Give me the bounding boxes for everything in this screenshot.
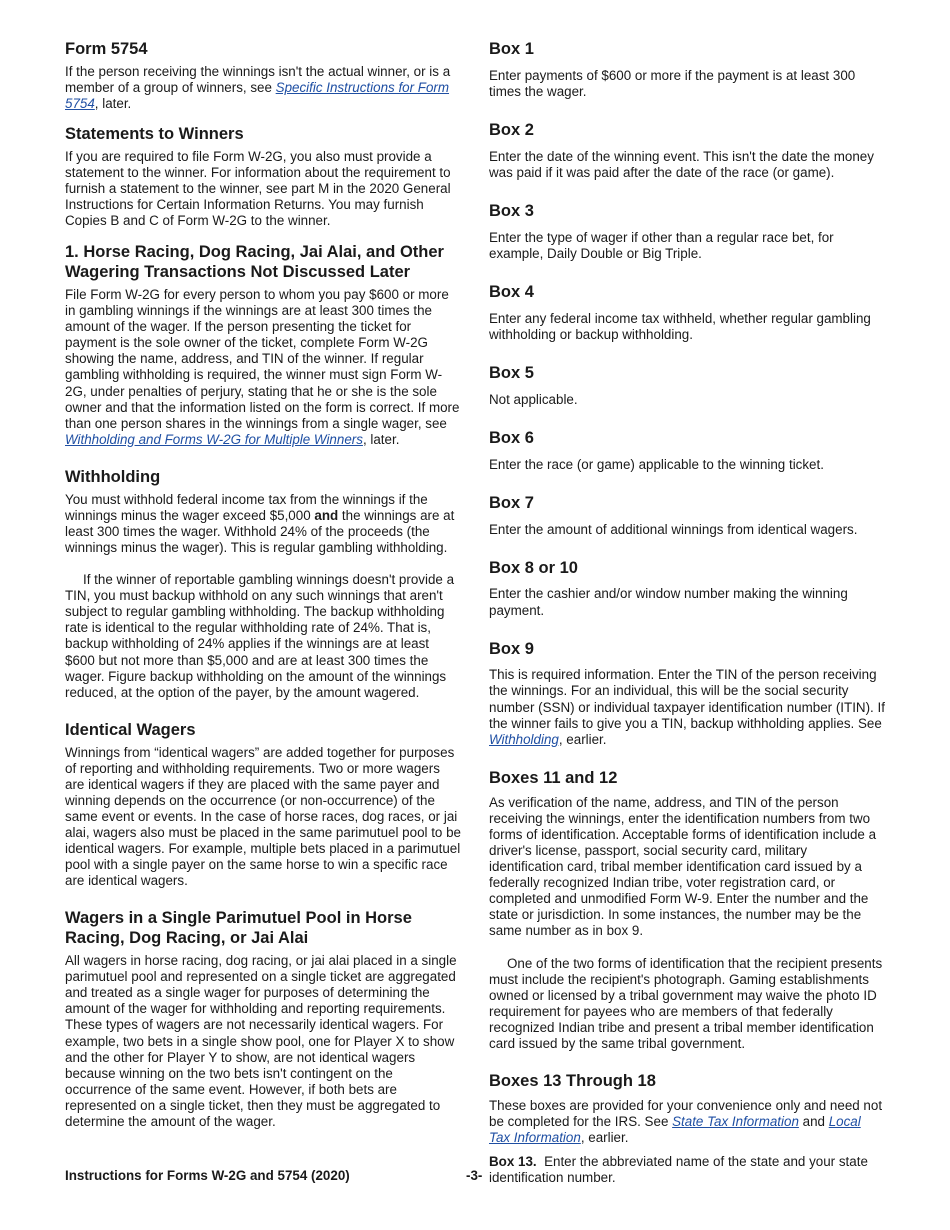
- section-horse-racing: [65, 243, 462, 448]
- left-column: [65, 40, 462, 1130]
- box-4-text: Enter any federal income tax withheld, whether regular gambling withholding or backup withholding.: [489, 310, 871, 342]
- section-parimutuel: [65, 909, 462, 1130]
- local-tax-information-link[interactable]: Local Tax Information: [489, 1113, 861, 1146]
- boxes-11-12-heading: Boxes 11 and 12: [489, 768, 618, 787]
- box-13-text: [489, 1154, 885, 1186]
- box-1-text: Enter payments of $600 or more if the payment is at least 300 times the wager.: [489, 67, 856, 99]
- box-6-text: Enter the race (or game) applicable to the winning ticket.: [489, 456, 824, 472]
- identical-wagers-heading: Identical Wagers: [65, 720, 196, 739]
- section-box-3: [489, 202, 885, 262]
- box-2-text: Enter the date of the winning event. This isn't the date the money was paid if it was paid after the date of the race (or game).: [489, 148, 874, 180]
- horse-racing-text-part2: , later.: [362, 431, 400, 447]
- identical-wagers-text: Winnings from “identical wagers” are added together for purposes of reporting and withholding requirements. Two or more wagers are identical wagers if they are placed with the same payer and winning depends on the occurrence (or non-occurrence) of the same event or events. In the case of horse races, dog races, or jai alai, wagers also must be placed in the same parimutuel pool to be identical wagers. For example, multiple bets placed in a parimutuel pool with a single payer on the same horse to win a specific race are identical wagers.: [65, 744, 461, 889]
- box-5-text: Not applicable.: [489, 391, 578, 407]
- box-3-heading: Box 3: [489, 201, 534, 220]
- parimutuel-text: All wagers in horse racing, dog racing, or jai alai placed in a single parimutuel pool and represented on a single ticket are aggregated and treated as a single wager for purposes of determining the amount of the wager for withholding and reporting requirements. These types of wagers are not necessarily identical wagers. For example, two bets in a single show pool, one for Player X to show and the other for Player Y to show, are not identical wagers because winning on the two bets isn't contingent on the occurrence of the same event. However, if both bets are represented on a single ticket, then they must be aggregated to determine the amount of the wager.: [65, 953, 457, 1129]
- section-identical-wagers: [65, 721, 462, 890]
- horse-racing-text-part1: File Form W-2G for every person to whom you pay $600 or more in gambling winnings if the winnings are at least 300 times the amount of the wager. If the person presenting the ticket for payment is the sole owner of the ticket, complete Form W-2G showing the name, address, and TIN of the winner. If regular gambling withholding is required, the winner must sign Form W-2G, under penalties of perjury, stating that he or she is the sole owner and that the information listed on the form is correct. If more than one person shares in the winnings from a single wager, see: [65, 286, 460, 431]
- horse-racing-text: [65, 287, 462, 448]
- horse-racing-heading: 1. Horse Racing, Dog Racing, Jai Alai, and Other Wagering Transactions Not Discussed Later: [65, 243, 444, 282]
- state-tax-information-link[interactable]: State Tax Information: [672, 1113, 799, 1129]
- box-6-heading: Box 6: [489, 428, 534, 447]
- section-box-6: [489, 429, 885, 473]
- withholding-text-2: If the winner of reportable gambling winnings doesn't provide a TIN, you must backup withhold on any such winnings that aren't subject to regular gambling withholding. The backup withholding rate is identical to the regular withholding rate of 24%. That is, backup withholding of 24% applies if the winnings are at least $600 but not more than $5,000 and are at least 300 times the wager. Figure backup withholding on the amount of the winnings reduced, at the option of the payer, by the amount wagered.: [65, 572, 455, 700]
- box-7-text: Enter the amount of additional winnings from identical wagers.: [489, 521, 858, 537]
- box-4-heading: Box 4: [489, 282, 534, 301]
- section-boxes-11-12: [489, 769, 885, 1052]
- footer-title: Instructions for Forms W-2G and 5754 (2020): [65, 1168, 350, 1183]
- multiple-winners-link[interactable]: Withholding and Forms W-2G for Multiple Winners: [65, 431, 363, 447]
- box-5-heading: Box 5: [489, 363, 534, 382]
- box-9-heading: Box 9: [489, 639, 534, 658]
- withholding-text-1a: You must withhold federal income tax from the winnings if the winnings minus the wager exceed $5,000: [65, 491, 428, 523]
- box-3-text: Enter the type of wager if other than a regular race bet, for example, Daily Double or Big Triple.: [489, 229, 834, 261]
- section-form-5754: [65, 40, 462, 112]
- section-box-4: [489, 283, 885, 343]
- box-9-text: [489, 667, 885, 747]
- box-9-text-part2: , earlier.: [558, 731, 607, 747]
- specific-instructions-link[interactable]: Specific Instructions for Form 5754: [65, 79, 450, 111]
- form-5754-text-part2: , later.: [94, 95, 132, 111]
- box-13-label: Box 13.: [489, 1154, 537, 1170]
- section-box-8: [489, 559, 885, 619]
- parimutuel-heading: Wagers in a Single Parimutuel Pool in Horse Racing, Dog Racing, or Jai Alai: [65, 909, 412, 948]
- boxes-13-18-text-and: and: [798, 1113, 829, 1129]
- section-statements: [65, 125, 462, 229]
- boxes-11-12-text-1: As verification of the name, address, and TIN of the person receiving the winnings, enter the identification numbers from two forms of identification. Acceptable forms of identification include a driver's license, passport, social security card, military identification card, tribal member identification card issued by a federally recognized Indian tribe, voter registration card, or completed and unmodified Form W-9. Enter the number and the state or jurisdiction. In some instances, the number may be the same number as in box 9.: [489, 794, 877, 939]
- box-9-text-part1: This is required information. Enter the TIN of the person receiving the winnings. For an individual, this will be the social security number (SSN) or individual taxpayer identification number (ITIN). If the winner fails to give you a TIN, backup withholding applies. See: [489, 667, 885, 731]
- section-box-1: [489, 40, 885, 100]
- boxes-13-18-text-part1: These boxes are provided for your convenience only and need not be completed for the IRS. See: [489, 1097, 883, 1129]
- box-2-heading: Box 2: [489, 120, 534, 139]
- right-column: [489, 40, 885, 1186]
- box-8-heading: Box 8 or 10: [489, 558, 578, 577]
- withholding-text-1: [65, 492, 462, 556]
- section-box-2: [489, 121, 885, 181]
- box-13-description: Enter the abbreviated name of the state and your state identification number.: [489, 1154, 872, 1186]
- box-7-heading: Box 7: [489, 493, 534, 512]
- box-1-heading: Box 1: [489, 40, 534, 58]
- form-5754-text: [65, 64, 462, 112]
- section-box-7: [489, 494, 885, 538]
- withholding-link[interactable]: Withholding: [489, 731, 559, 747]
- boxes-13-18-heading: Boxes 13 Through 18: [489, 1072, 656, 1091]
- form-5754-text-part1: If the person receiving the winnings isn't the actual winner, or is a member of a group of winners, see: [65, 63, 451, 95]
- withholding-text-bold: and: [314, 507, 339, 523]
- page-number: -3-: [466, 1168, 483, 1183]
- statements-heading: Statements to Winners: [65, 125, 244, 144]
- section-box-5: [489, 364, 885, 408]
- boxes-13-18-text: [489, 1098, 885, 1146]
- form-5754-heading: Form 5754: [65, 40, 148, 58]
- withholding-text-1b: the winnings are at least 300 times the wager. Withhold 24% of the proceeds (the winnings minus the wager). This is regular gambling withholding.: [65, 507, 455, 555]
- section-withholding: [65, 468, 462, 701]
- box-8-text: Enter the cashier and/or window number making the winning payment.: [489, 586, 848, 618]
- section-boxes-13-18: [489, 1072, 885, 1186]
- statements-text: If you are required to file Form W-2G, you also must provide a statement to the winner. For information about the requirement to furnish a statement to the winner, see part M in the 2020 General Instructions for Certain Information Returns. You may furnish Copies B and C of Form W-2G to the winner.: [65, 148, 451, 229]
- withholding-heading: Withholding: [65, 467, 161, 486]
- section-box-9: [489, 640, 885, 748]
- boxes-13-18-text-part2: , earlier.: [580, 1130, 629, 1146]
- boxes-11-12-text-2: One of the two forms of identification that the recipient presents must include the recipient's photograph. Gaming establishments owned or licensed by a tribal government may waive the photo ID requirement for payees who are members of that federally recognized Indian tribe and present a tribal member identification card issued by the same tribal government.: [489, 955, 883, 1051]
